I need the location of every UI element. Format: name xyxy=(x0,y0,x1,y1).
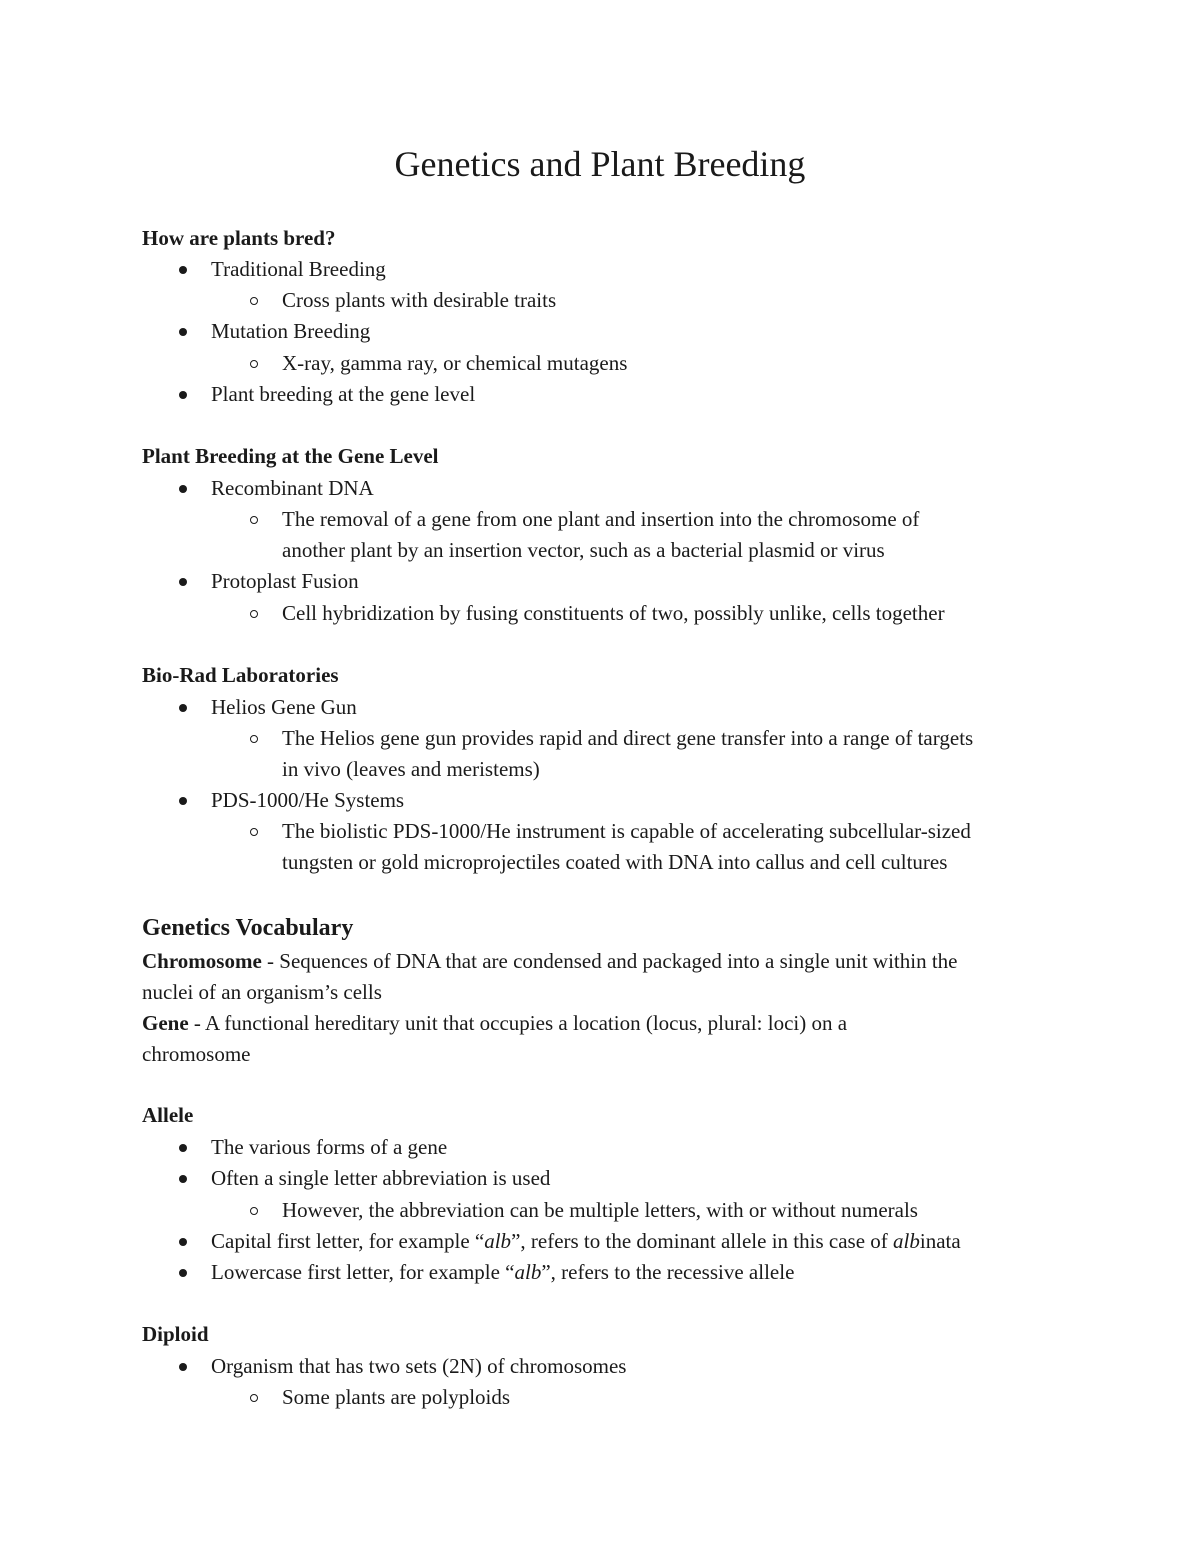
bullet-icon xyxy=(179,1238,187,1246)
text-segment: Lowercase first letter, for example “ xyxy=(211,1260,515,1284)
list-item: The various forms of a gene xyxy=(211,1135,448,1159)
list-item: X-ray, gamma ray, or chemical mutagens xyxy=(282,351,628,375)
text-segment: ”, refers to the recessive allele xyxy=(541,1260,795,1284)
sub-bullet-icon xyxy=(250,735,258,743)
text-segment: ”, refers to the dominant allele in this case of xyxy=(511,1229,894,1253)
bullet-icon xyxy=(179,1269,187,1277)
list-item-continuation: tungsten or gold microprojectiles coated with DNA into callus and cell cultures xyxy=(282,850,948,874)
bullet-icon xyxy=(179,328,187,336)
sub-bullet-icon xyxy=(250,516,258,524)
section-heading-how-bred: How are plants bred? xyxy=(142,226,336,250)
list-item: Organism that has two sets (2N) of chromosomes xyxy=(211,1354,627,1378)
list-item: Protoplast Fusion xyxy=(211,569,359,593)
list-item: The removal of a gene from one plant and insertion into the chromosome of xyxy=(282,507,920,531)
bullet-icon xyxy=(179,704,187,712)
list-item-continuation: in vivo (leaves and meristems) xyxy=(282,757,540,781)
italic-text: alb xyxy=(893,1229,920,1253)
list-item xyxy=(211,1257,794,1288)
bullet-icon xyxy=(179,391,187,399)
bullet-icon xyxy=(179,1144,187,1152)
sub-bullet-icon xyxy=(250,297,258,305)
section-heading-gene-level: Plant Breeding at the Gene Level xyxy=(142,444,439,468)
list-item: PDS-1000/He Systems xyxy=(211,788,405,812)
list-item: Cell hybridization by fusing constituents of two, possibly unlike, cells together xyxy=(282,601,945,625)
definition-text: - Sequences of DNA that are condensed and packaged into a single unit within the xyxy=(261,949,958,973)
bullet-icon xyxy=(179,578,187,586)
list-item: Cross plants with desirable traits xyxy=(282,288,557,312)
section-heading-diploid: Diploid xyxy=(142,1322,209,1346)
sub-bullet-icon xyxy=(250,1207,258,1215)
definition-continuation: chromosome xyxy=(142,1042,251,1066)
italic-text: alb xyxy=(484,1229,512,1253)
definition-gene xyxy=(142,1008,847,1039)
sub-bullet-icon xyxy=(250,360,258,368)
definition-continuation: nuclei of an organism’s cells xyxy=(142,980,382,1004)
sub-bullet-icon xyxy=(250,610,258,618)
text-segment: inata xyxy=(919,1229,961,1253)
list-item-continuation: another plant by an insertion vector, such as a bacterial plasmid or virus xyxy=(282,538,885,562)
list-item: Often a single letter abbreviation is used xyxy=(211,1166,551,1190)
list-item: Some plants are polyploids xyxy=(282,1385,511,1409)
bullet-icon xyxy=(179,266,187,274)
list-item: The Helios gene gun provides rapid and direct gene transfer into a range of targets xyxy=(282,726,974,750)
list-item: Helios Gene Gun xyxy=(211,695,357,719)
term-chromosome: Chromosome xyxy=(142,949,262,973)
sub-bullet-icon xyxy=(250,1394,258,1402)
definition-chromosome xyxy=(142,946,957,977)
term-gene: Gene xyxy=(142,1011,189,1035)
bullet-icon xyxy=(179,1363,187,1371)
italic-text: alb xyxy=(514,1260,542,1284)
text-segment: Capital first letter, for example “ xyxy=(211,1229,485,1253)
bullet-icon xyxy=(179,485,187,493)
section-heading-allele: Allele xyxy=(142,1103,194,1127)
list-item: Traditional Breeding xyxy=(211,257,386,281)
list-item xyxy=(211,1226,961,1257)
bullet-icon xyxy=(179,797,187,805)
list-item: The biolistic PDS-1000/He instrument is capable of accelerating subcellular-sized xyxy=(282,819,971,843)
page-title: Genetics and Plant Breeding xyxy=(394,144,806,184)
list-item: Plant breeding at the gene level xyxy=(211,382,476,406)
sub-bullet-icon xyxy=(250,828,258,836)
list-item: Mutation Breeding xyxy=(211,319,371,343)
list-item: Recombinant DNA xyxy=(211,476,374,500)
section-heading-vocabulary: Genetics Vocabulary xyxy=(142,915,354,941)
bullet-icon xyxy=(179,1175,187,1183)
definition-text: - A functional hereditary unit that occupies a location (locus, plural: loci) on a xyxy=(188,1011,848,1035)
list-item: However, the abbreviation can be multiple letters, with or without numerals xyxy=(282,1198,918,1222)
section-heading-biorad: Bio-Rad Laboratories xyxy=(142,663,339,687)
